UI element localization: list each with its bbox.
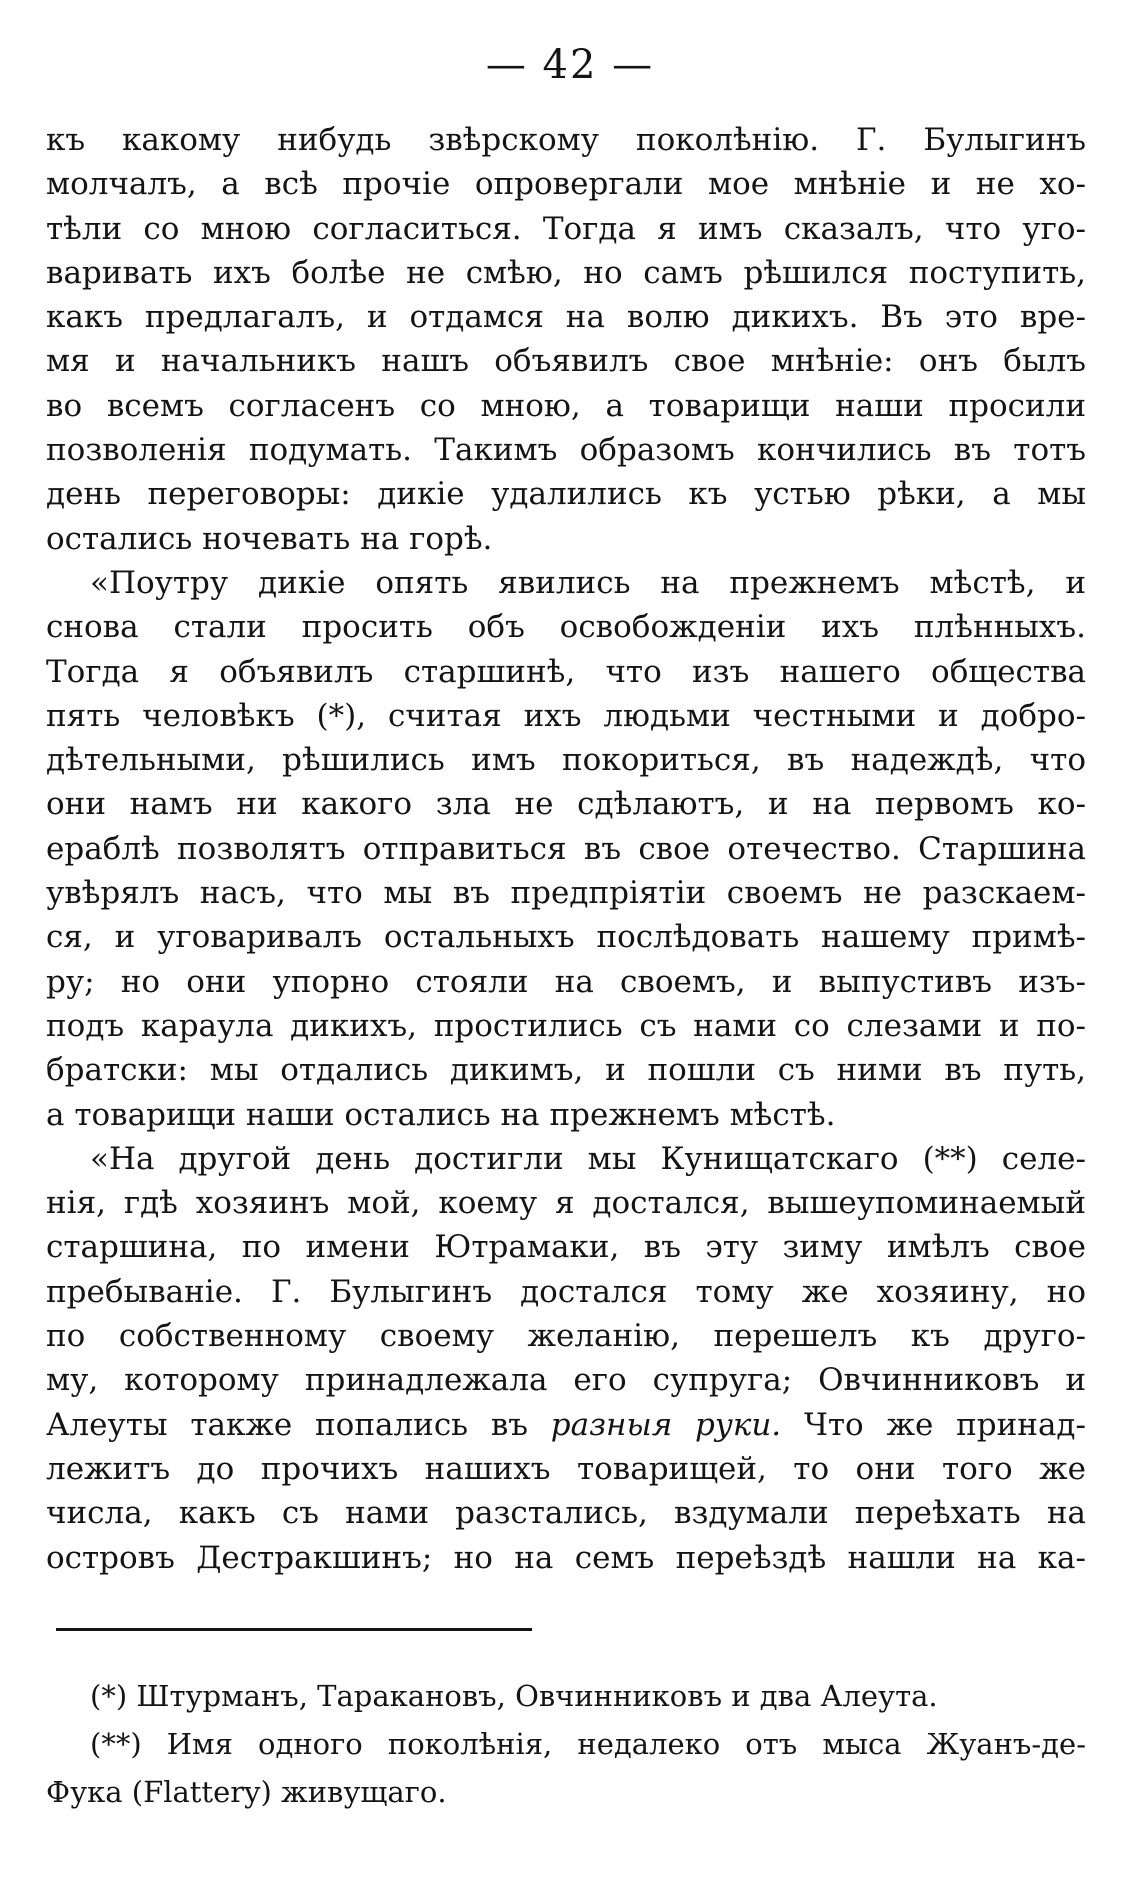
text-line: они намъ ни какого зла не сдѣлаютъ, и на первомъ ко- (46, 786, 1086, 823)
text-line: увѣрялъ насъ, что мы въ предпріятіи своемъ не разскаем- (46, 875, 1086, 912)
text-line: старшина, по имени Ютрамаки, въ эту зиму имѣлъ свое (46, 1229, 1086, 1266)
footnote-2: (**) Имя одного поколѣнія, недалеко отъ мыса Жуанъ-де- (90, 1727, 1086, 1761)
text-line: дѣтельными, рѣшились имъ покориться, въ надеждѣ, что (46, 742, 1086, 779)
text-line: какъ предлагалъ, и отдамся на волю дикихъ. Въ это вре- (46, 299, 1086, 336)
text-line: во всемъ согласенъ со мною, а товарищи наши просили (46, 387, 1086, 424)
text-line: му, которому принадлежала его супруга; Овчинниковъ и (46, 1362, 1086, 1399)
text-line: позволенія подумать. Такимъ образомъ кончились въ тотъ (46, 432, 1086, 469)
text-line: мя и начальникъ нашъ объявилъ свое мнѣніе: онъ былъ (46, 343, 1086, 380)
text-segment: Алеуты также попались въ (46, 1406, 529, 1443)
text-line: «Поутру дикіе опять явились на прежнемъ мѣстѣ, и (90, 564, 1086, 601)
text-line: къ какому нибудь звѣрскому поколѣнію. Г. Булыгинъ (46, 122, 1086, 158)
text-line: по собственному своему желанію, перешелъ къ друго- (46, 1318, 1086, 1355)
footnote-divider (56, 1628, 532, 1631)
text-line: ераблѣ позволятъ отправиться въ свое отечество. Старшина (46, 830, 1086, 867)
text-segment: Что же принад- (803, 1406, 1086, 1443)
text-line: лежитъ до прочихъ нашихъ товарищей, то они того же (46, 1450, 1086, 1487)
text-line: Тогда я объявилъ старшинѣ, что изъ нашего общества (46, 653, 1086, 690)
text-line: ся, и уговаривалъ остальныхъ послѣдовать нашему примѣ- (46, 919, 1086, 956)
text-line: подъ караула дикихъ, простились съ нами со слезами и по- (46, 1007, 1086, 1044)
footnote-1: (*) Штурманъ, Таракановъ, Овчинниковъ и два Алеута. (90, 1679, 938, 1713)
footnotes (46, 1672, 1086, 1816)
footnote-2-continuation: Фука (Flattery) живущаго. (46, 1775, 447, 1809)
text-line: тѣли со мною согласиться. Тогда я имъ сказалъ, что уго- (46, 210, 1086, 247)
italic-phrase: разныя руки. (550, 1406, 782, 1443)
text-line: «На другой день достигли мы Кунищатскаго (**) селе- (90, 1140, 1086, 1177)
text-line: ру; но они упорно стояли на своемъ, и выпустивъ изъ- (46, 963, 1086, 1000)
text-line: снова стали просить объ освобожденіи ихъ плѣнныхъ. (46, 609, 1086, 646)
text-line: день переговоры: дикіе удалились къ устью рѣки, а мы (46, 476, 1086, 513)
page-number: — 42 — (485, 42, 655, 88)
text-line: а товарищи наши остались на прежнемъ мѣстѣ. (46, 1096, 836, 1133)
text-line: остались ночевать на горѣ. (46, 520, 493, 557)
text-line: молчалъ, а всѣ прочіе опровергали мое мнѣніе и не хо- (46, 166, 1086, 203)
text-line: пять человѣкъ (*), считая ихъ людьми честными и добро- (46, 697, 1086, 734)
text-line-with-italic (46, 1403, 1086, 1447)
text-line: нія, гдѣ хозяинъ мой, коему я достался, вышеупоминаемый (46, 1185, 1086, 1222)
text-line: пребываніе. Г. Булыгинъ достался тому же хозяину, но (46, 1273, 1086, 1310)
text-line: варивать ихъ болѣе не смѣю, но самъ рѣшился поступить, (46, 254, 1086, 291)
text-line: числа, какъ съ нами разстались, вздумали переѣхать на (46, 1495, 1086, 1532)
text-line: братски: мы отдались дикимъ, и пошли съ ними въ путь, (46, 1052, 1086, 1089)
main-text (46, 118, 1086, 1580)
text-line: островъ Дестракшинъ; но на семъ переѣздѣ нашли на ка- (46, 1539, 1086, 1576)
